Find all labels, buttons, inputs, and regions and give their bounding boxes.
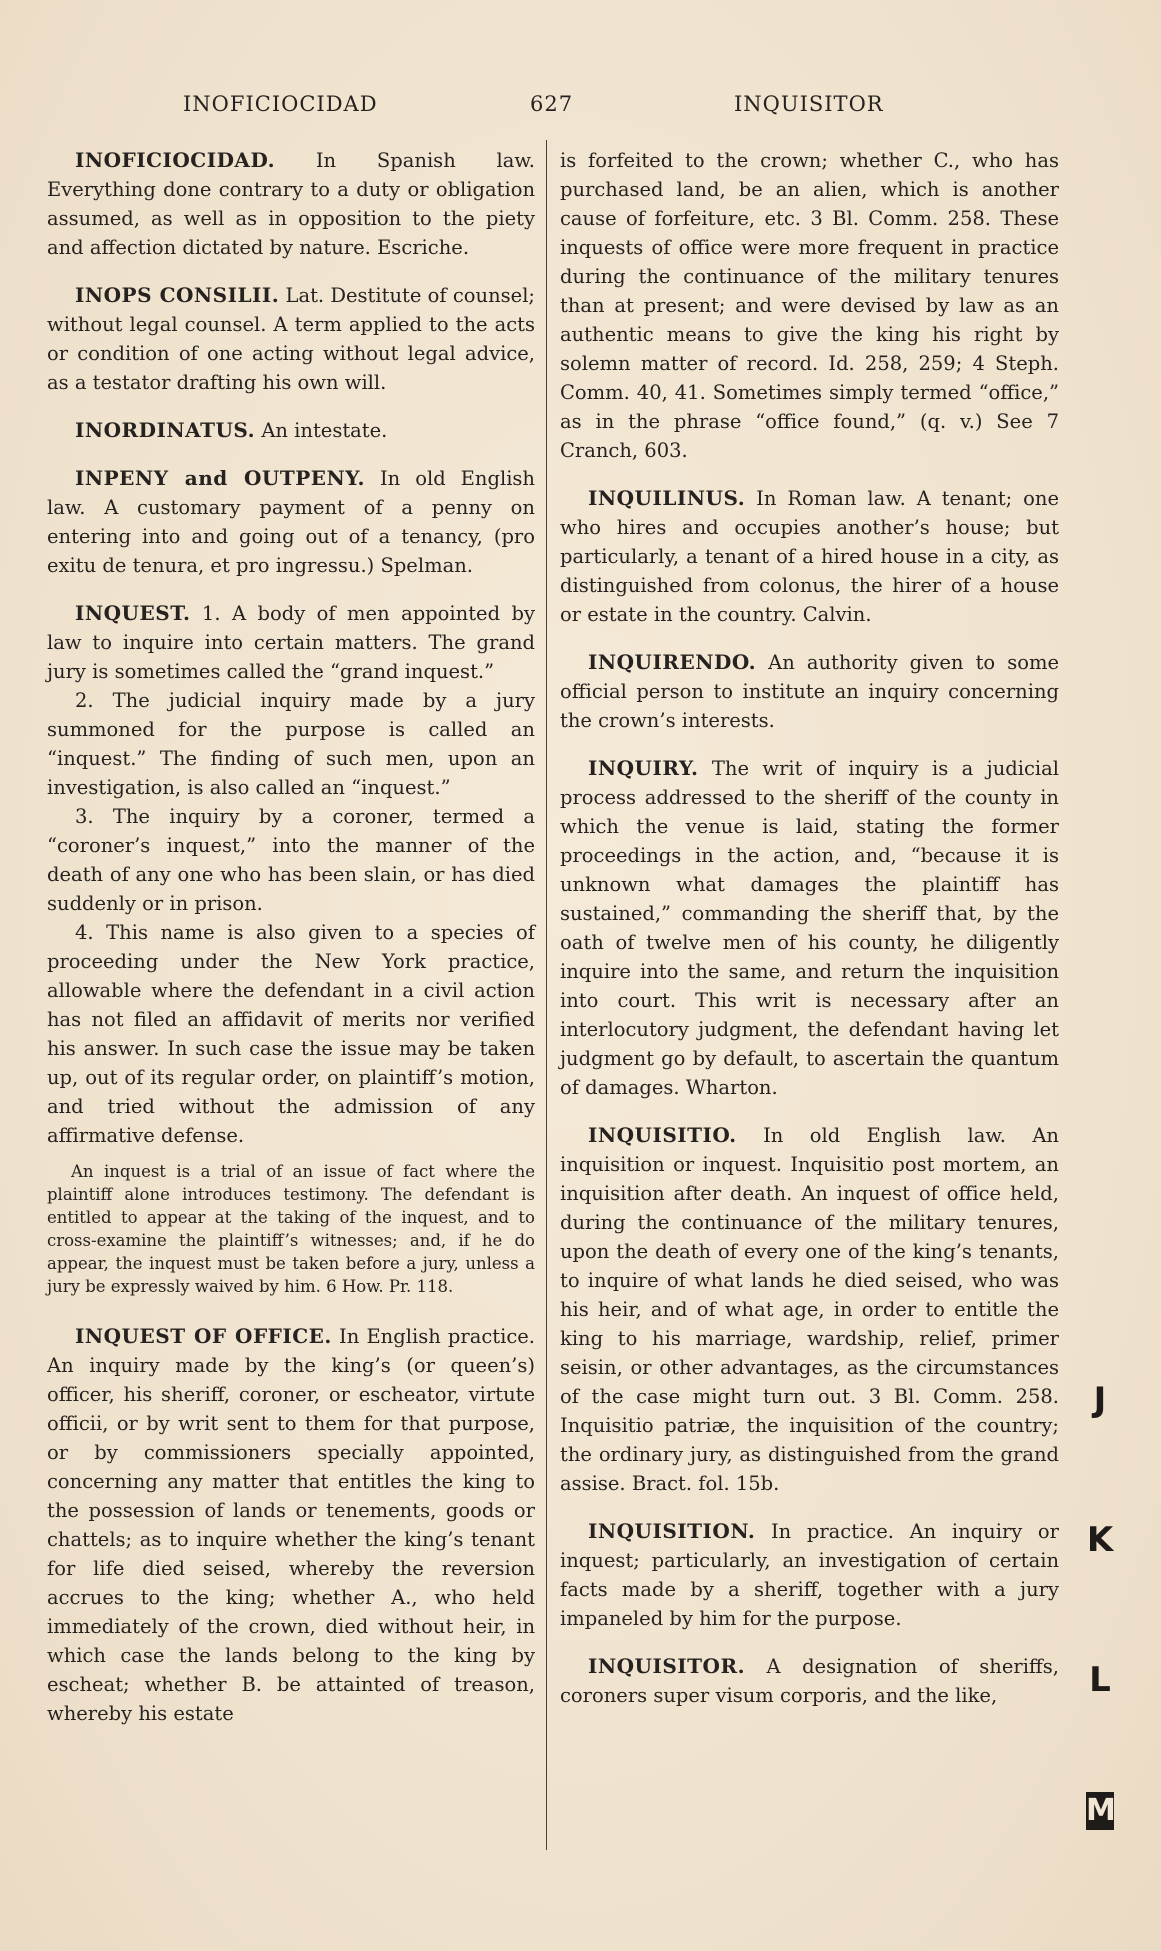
entry-inquisitor: [560, 1652, 1059, 1710]
left-column: [47, 146, 535, 1747]
entry-headword: INQUISITION.: [588, 1519, 756, 1543]
inquest-paragraph-2: 2. The judicial inquiry made by a jury summoned for the purpose is called an “inquest.” The finding of such men, upon an investigation, is also called an “inquest.”: [47, 689, 535, 799]
entry-headword: INQUEST.: [75, 601, 191, 625]
entry-text: In practice. An inquiry or inquest; particularly, an investigation of certain facts made by a sheriff, together with a jury impaneled by him for the purpose.: [560, 1520, 1059, 1630]
entry-headword: INQUIRENDO.: [588, 650, 757, 674]
inquest-paragraph-4: 4. This name is also given to a species of proceeding under the New York practice, allowable where the defendant in a civil action has not filed an affidavit of merits nor verified his answer. In such case the issue may be taken up, out of its regular order, on plaintiff’s motion, and tried without the admission of any affirmative defense.: [47, 921, 535, 1147]
entry-text: In English practice. An inquiry made by the king’s (or queen’s) officer, his sheriff, coroner, or escheator, virtute officii, or by writ sent to them for that purpose, or by commissioners specially appointed, concerning any matter that entitles the king to the possession of lands or tenements, goods or chattels; as to inquire whether the king’s tenant for life died seised, whereby the reversion accrues to the king; whether A., who held immediately of the crown, died without heir, in which case the lands belong to the king by escheat; whether B. be attainted of treason, whereby his estate: [47, 1325, 535, 1725]
entry-headword: INQUEST OF OFFICE.: [75, 1324, 332, 1348]
entry-headword: INQUIRY.: [588, 756, 699, 780]
entry-inquest-of-office: [47, 1322, 535, 1728]
entry-text: In Roman law. A tenant; one who hires and occupies another’s house; but particularly, a tenant of a hired house in a city, as distinguished from colonus, the hirer of a house or estate in the country. Calvin.: [560, 487, 1059, 626]
entry-headword: INPENY and OUTPENY.: [75, 466, 365, 490]
entry-inquest-of-office-continued: [560, 146, 1059, 465]
column-divider: [546, 140, 547, 1850]
entry-text: The writ of inquiry is a judicial process addressed to the sheriff of the county in which the venue is laid, stating the former proceedings in the action, and, “because it is unknown what damages the plaintiff has sustained,” commanding the sheriff that, by the oath of twelve men of his county, he diligently inquire into the same, and return the inquisition into court. This writ is necessary after an interlocutory judgment, the defendant having let judgment go by default, to ascertain the quantum of damages. Wharton.: [560, 757, 1059, 1099]
entry-headword: INQUISITOR.: [588, 1654, 746, 1678]
thumb-tab-l: L: [1089, 1660, 1111, 1700]
thumb-tab-m: M: [1086, 1793, 1116, 1828]
entry-text: In old English law. A customary payment of a penny on entering into and going out of a tenancy, (pro exitu de tenura, et pro ingressu.) Spelman.: [47, 467, 535, 577]
entry-text: An authority given to some official person to institute an inquiry concerning the crown’s interests.: [560, 651, 1059, 732]
entry-headword: INORDINATUS.: [75, 418, 256, 442]
page-number: 627: [530, 92, 574, 116]
entry-text: An intestate.: [261, 419, 388, 442]
entry-headword: INQUILINUS.: [588, 486, 746, 510]
running-header: [0, 92, 1161, 126]
entry-headword: INOPS CONSILII.: [75, 283, 280, 307]
entry-inquiry: [560, 754, 1059, 1102]
thumb-tab-j: J: [1093, 1380, 1107, 1420]
right-column: [560, 146, 1059, 1729]
entry-inquisition: [560, 1517, 1059, 1633]
entry-text: In old English law. An inquisition or inquest. Inquisitio post mortem, an inquisition after death. An inquest of office held, during the continuance of the military tenures, upon the death of every one of the king’s tenants, to inquire of what lands he died seised, who was his heir, and of what age, in order to entitle the king to his marriage, wardship, relief, primer seisin, or other advantages, as the circumstances of the case might turn out. 3 Bl. Comm. 258. Inquisitio patriæ, the inquisition of the country; the ordinary jury, as distinguished from the grand assise. Bract. fol. 15b.: [560, 1124, 1059, 1495]
entry-inpeny: [47, 464, 535, 580]
header-first-word: INOFICIOCIDAD: [183, 92, 378, 116]
header-last-word: INQUISITOR: [734, 92, 884, 116]
entry-text: is forfeited to the crown; whether C., who has purchased land, be an alien, which is another cause of forfeiture, etc. 3 Bl. Comm. 258. These inquests of office were more frequent in practice during the continuance of the military tenures than at present; and were devised by law as an authentic means to give the king his right by solemn matter of record. Id. 258, 259; 4 Steph. Comm. 40, 41. Sometimes simply termed “office,” as in the phrase “office found,” (q. v.) See 7 Cranch, 603.: [560, 149, 1059, 462]
inquest-paragraph-1: [47, 599, 535, 686]
entry-text: Lat. Destitute of counsel; without legal counsel. A term applied to the acts or condition of one acting without legal advice, as a testator drafting his own will.: [47, 284, 535, 394]
entry-inquirendo: [560, 648, 1059, 735]
entry-inordinatus: [47, 416, 535, 445]
entry-text: 1. A body of men appointed by law to inquire into certain matters. The grand jury is sometimes called the “grand inquest.”: [47, 602, 535, 683]
entry-headword: INOFICIOCIDAD.: [75, 148, 276, 172]
entry-text: A designation of sheriffs, coroners super visum corporis, and the like,: [560, 1655, 1059, 1707]
entry-headword: INQUISITIO.: [588, 1123, 737, 1147]
entry-inquilinus: [560, 484, 1059, 629]
thumb-tab-k: K: [1086, 1520, 1114, 1560]
entry-text: In Spanish law. Everything done contrary to a duty or obligation assumed, as well as in opposition to the piety and affection dictated by nature. Escriche.: [47, 149, 535, 259]
entry-inquisitio: [560, 1121, 1059, 1498]
inquest-paragraph-3: 3. The inquiry by a coroner, termed a “coroner’s inquest,” into the manner of the death of any one who has been slain, or has died suddenly or in prison.: [47, 805, 535, 915]
inquest-note: An inquest is a trial of an issue of fact where the plaintiff alone introduces testimony. The defendant is entitled to appear at the taking of the inquest, and to cross-examine the plaintiff’s witnesses; and, if he do appear, the inquest must be taken before a jury, unless a jury be expressly waived by him. 6 How. Pr. 118.: [47, 1162, 535, 1296]
entry-inoficiocidad: [47, 146, 535, 262]
entry-inops-consilii: [47, 281, 535, 397]
entry-inquest: [47, 599, 535, 1298]
